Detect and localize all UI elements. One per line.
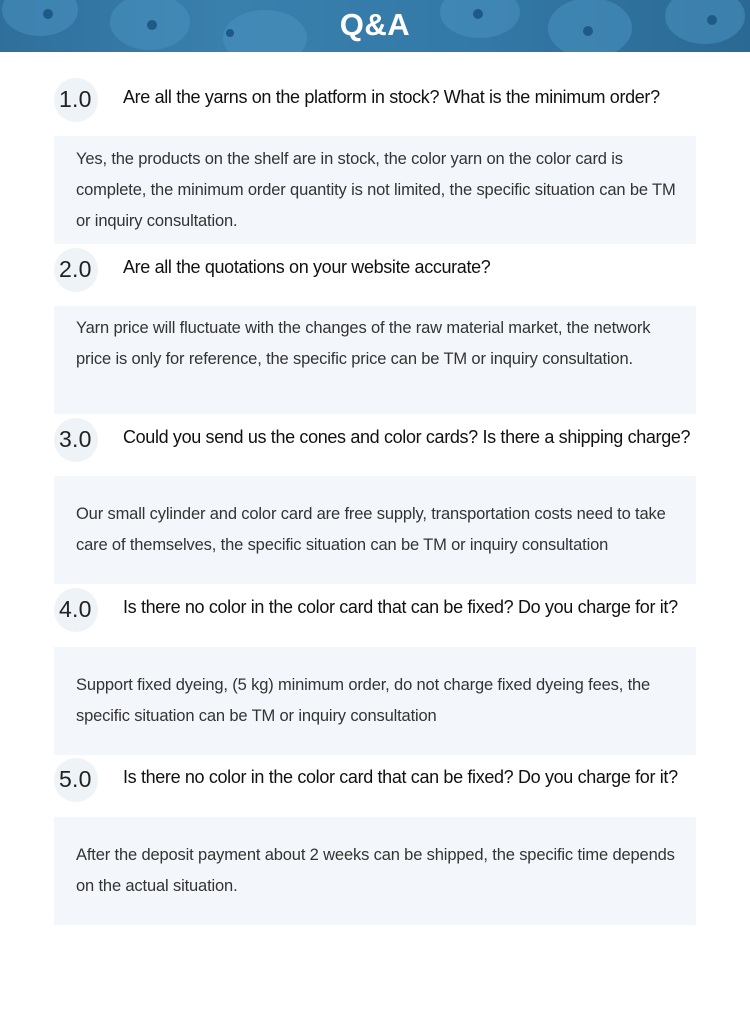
faq-item-1: [0, 76, 750, 126]
faq-answer-4: [54, 647, 696, 755]
faq-question-row: [0, 246, 750, 296]
question-text: Is there no color in the color card that can be fixed? Do you charge for it?: [123, 767, 678, 787]
faq-item-4: [0, 586, 750, 636]
answer-text: Yarn price will fluctuate with the changes of the raw material market, the network price is only for reference, the specific price can be TM or inquiry consultation.: [76, 319, 651, 368]
question-text: Are all the quotations on your website accurate?: [123, 257, 491, 277]
faq-question-row: [0, 416, 750, 466]
answer-text: Yes, the products on the shelf are in stock, the color yarn on the color card is complete, the minimum order quantity is not limited, the specific situation can be TM or inquiry consultation.: [76, 150, 676, 230]
faq-item-3: [0, 416, 750, 466]
answer-text: After the deposit payment about 2 weeks can be shipped, the specific time depends on the actual situation.: [76, 846, 675, 895]
question-text: Is there no color in the color card that can be fixed? Do you charge for it?: [123, 597, 678, 617]
answer-text: Support fixed dyeing, (5 kg) minimum order, do not charge fixed dyeing fees, the specific situation can be TM or inquiry consultation: [76, 676, 651, 725]
answer-text: Our small cylinder and color card are free supply, transportation costs need to take care of themselves, the specific situation can be TM or inquiry consultation: [76, 505, 666, 554]
faq-answer-1: [54, 136, 696, 244]
faq-item-2: [0, 246, 750, 296]
faq-question-row: [0, 586, 750, 636]
question-number: 4.0: [59, 596, 92, 622]
header-banner: [0, 0, 750, 52]
question-text: Could you send us the cones and color cards? Is there a shipping charge?: [123, 427, 691, 447]
faq-question-row: [0, 756, 750, 806]
faq-answer-5: [54, 817, 696, 925]
question-number: 2.0: [59, 256, 92, 282]
question-text: Are all the yarns on the platform in stock? What is the minimum order?: [123, 87, 660, 107]
question-number: 1.0: [59, 86, 92, 112]
question-number: 5.0: [59, 766, 92, 792]
page-title: Q&A: [339, 7, 411, 42]
faq-answer-2: [54, 306, 696, 414]
faq-question-row: [0, 76, 750, 126]
question-number: 3.0: [59, 426, 92, 452]
faq-item-5: [0, 756, 750, 806]
faq-answer-3: [54, 476, 696, 584]
